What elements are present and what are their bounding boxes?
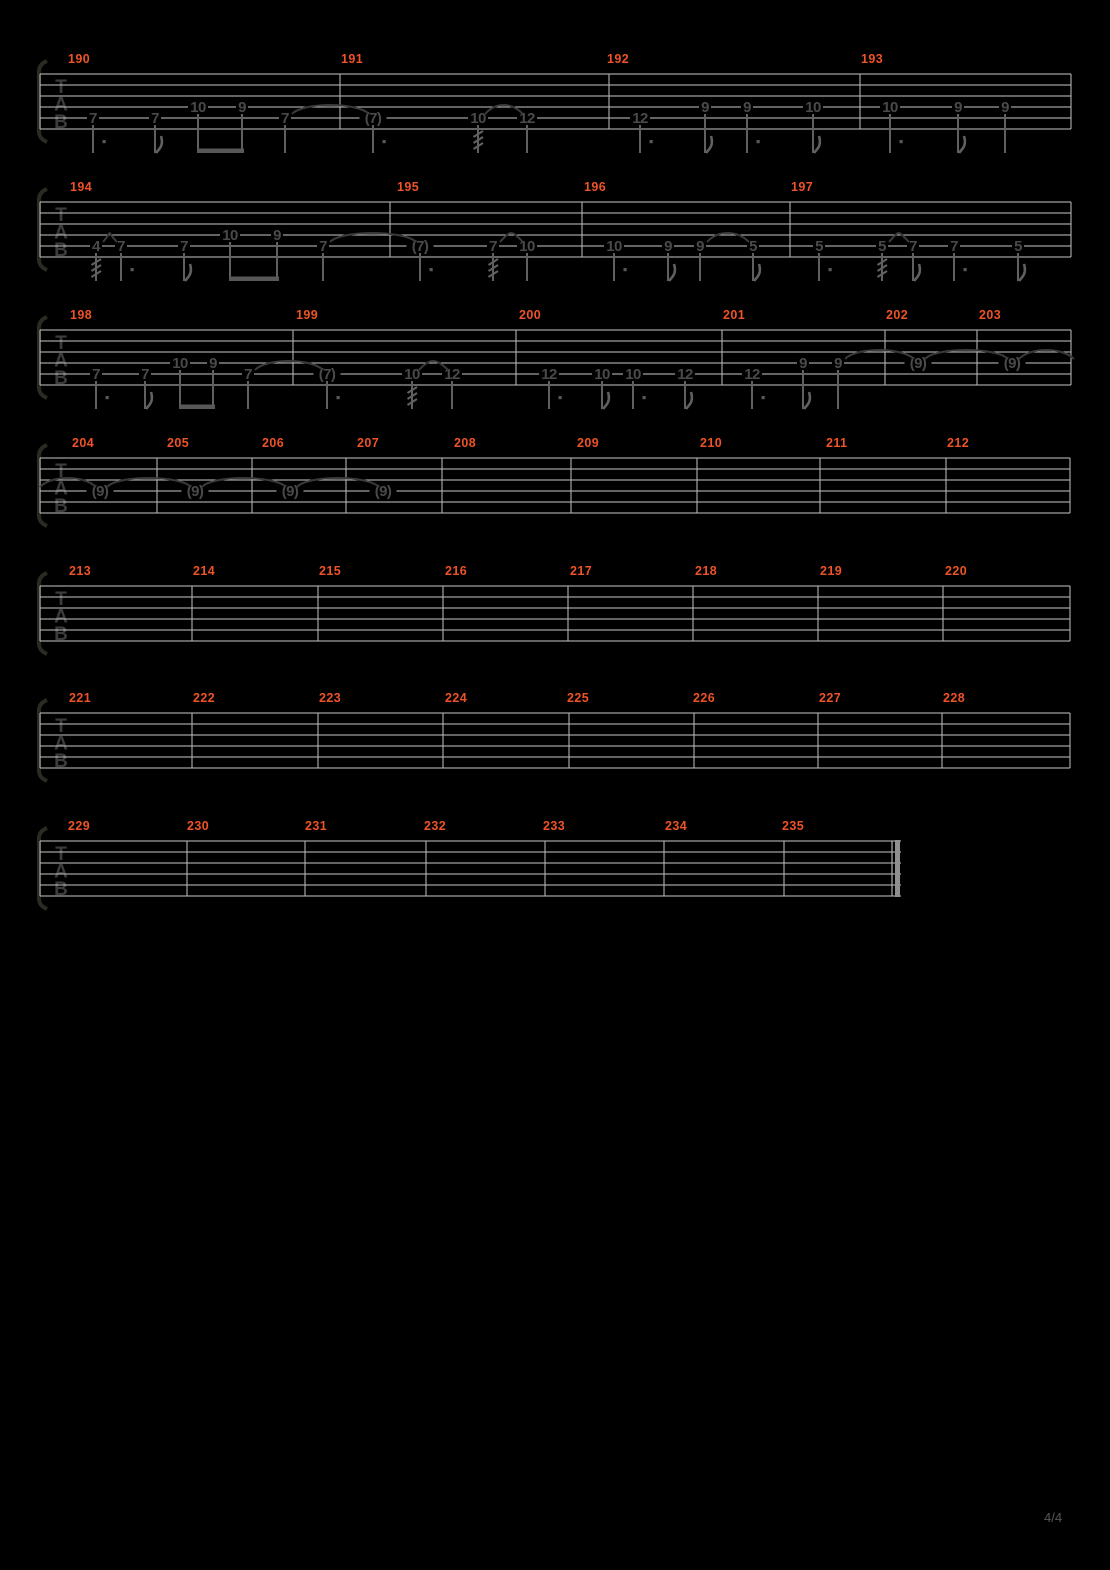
tab-system xyxy=(39,436,1070,526)
fret-number: 10 xyxy=(606,238,622,255)
tie-arc xyxy=(292,105,369,114)
measure-number: 198 xyxy=(70,308,93,322)
tab-clef-letter: A xyxy=(54,94,68,116)
tie-arc xyxy=(103,233,117,242)
fret-number: 10 xyxy=(172,355,188,372)
tab-system xyxy=(39,819,901,909)
fret-number: 9 xyxy=(696,238,704,255)
tab-clef-letter: A xyxy=(54,861,68,883)
fret-number: 10 xyxy=(190,99,206,116)
tie-arc xyxy=(330,233,416,242)
fret-number: 12 xyxy=(519,110,535,127)
tab-clef-letter: B xyxy=(54,496,68,517)
measure-number: 195 xyxy=(397,180,420,194)
fret-number: (9) xyxy=(186,483,204,500)
measure-number: 215 xyxy=(319,564,342,578)
fret-number: 7 xyxy=(319,238,327,255)
tab-clef-letter: T xyxy=(55,205,67,226)
augmentation-dot xyxy=(106,396,109,399)
fret-number: 7 xyxy=(489,238,497,255)
augmentation-dot xyxy=(650,140,653,143)
measure-number: 206 xyxy=(262,436,285,450)
measure-number: 230 xyxy=(187,819,210,833)
fret-number: 7 xyxy=(117,238,125,255)
tie-arc xyxy=(889,233,909,242)
tab-clef-letter: T xyxy=(55,461,67,482)
tab-system xyxy=(39,308,1074,409)
fret-number: (7) xyxy=(364,110,382,127)
fret-number: 5 xyxy=(878,238,886,255)
augmentation-dot xyxy=(900,140,903,143)
fret-number: (7) xyxy=(318,366,336,383)
measure-number: 218 xyxy=(695,564,718,578)
tie-arc xyxy=(202,478,286,487)
fret-number: 9 xyxy=(954,99,962,116)
fret-number: 9 xyxy=(1001,99,1009,116)
beam xyxy=(229,277,279,282)
measure-number: 226 xyxy=(693,691,716,705)
fret-number: 7 xyxy=(909,238,917,255)
measure-number: 204 xyxy=(72,436,95,450)
measure-number: 231 xyxy=(305,819,328,833)
measure-number: 190 xyxy=(68,52,91,66)
eighth-flag xyxy=(706,136,712,153)
eighth-flag xyxy=(669,264,675,281)
measure-number: 197 xyxy=(791,180,814,194)
measure-number: 211 xyxy=(826,436,848,450)
eighth-flag xyxy=(603,392,609,409)
fret-number: 7 xyxy=(180,238,188,255)
fret-number: 9 xyxy=(664,238,672,255)
tab-clef-letter: T xyxy=(55,77,67,98)
tie-arc xyxy=(707,233,749,242)
tab-clef-letter: T xyxy=(55,716,67,737)
fret-number: 7 xyxy=(244,366,252,383)
measure-number: 219 xyxy=(820,564,843,578)
measure-number: 192 xyxy=(607,52,630,66)
fret-number: 12 xyxy=(744,366,760,383)
tab-clef-letter: A xyxy=(54,606,68,628)
measure-number: 212 xyxy=(947,436,970,450)
measure-number: 225 xyxy=(567,691,590,705)
fret-number: 10 xyxy=(404,366,420,383)
fret-number: 10 xyxy=(594,366,610,383)
fret-number: 10 xyxy=(222,227,238,244)
fret-number: 10 xyxy=(519,238,535,255)
fret-number: 9 xyxy=(209,355,217,372)
fret-number: 12 xyxy=(541,366,557,383)
measure-number: 201 xyxy=(723,308,746,322)
tab-clef-letter: B xyxy=(54,240,68,261)
fret-number: 10 xyxy=(882,99,898,116)
tab-clef-letter: B xyxy=(54,879,68,900)
augmentation-dot xyxy=(762,396,765,399)
fret-number: 5 xyxy=(1014,238,1022,255)
tab-clef-letter: A xyxy=(54,478,68,500)
tie-arc xyxy=(845,350,914,359)
measure-number: 210 xyxy=(700,436,723,450)
fret-number: 5 xyxy=(749,238,757,255)
measure-number: 222 xyxy=(193,691,216,705)
eighth-flag xyxy=(804,392,810,409)
measure-number: 203 xyxy=(979,308,1002,322)
tie-arc xyxy=(297,478,379,487)
eighth-flag xyxy=(185,264,191,281)
measure-number: 202 xyxy=(886,308,909,322)
measure-number: 209 xyxy=(577,436,600,450)
fret-number: (7) xyxy=(411,238,429,255)
measure-number: 196 xyxy=(584,180,607,194)
augmentation-dot xyxy=(131,268,134,271)
measure-number: 229 xyxy=(68,819,91,833)
fret-number: 5 xyxy=(815,238,823,255)
tab-clef-letter: A xyxy=(54,733,68,755)
measure-number: 221 xyxy=(69,691,92,705)
fret-number: 12 xyxy=(444,366,460,383)
fret-number: 9 xyxy=(238,99,246,116)
measure-number: 199 xyxy=(296,308,319,322)
measure-number: 200 xyxy=(519,308,542,322)
fret-number: (9) xyxy=(374,483,392,500)
tab-clef-letter: T xyxy=(55,333,67,354)
augmentation-dot xyxy=(337,396,340,399)
measure-number: 227 xyxy=(819,691,842,705)
tab-clef-letter: T xyxy=(55,844,67,865)
tab-clef-letter: T xyxy=(55,589,67,610)
tab-clef-letter: A xyxy=(54,222,68,244)
fret-number: 7 xyxy=(141,366,149,383)
augmentation-dot xyxy=(624,268,627,271)
measure-number: 235 xyxy=(782,819,805,833)
fret-number: 7 xyxy=(151,110,159,127)
augmentation-dot xyxy=(383,140,386,143)
tab-system xyxy=(39,691,1070,781)
measure-number: 220 xyxy=(945,564,968,578)
augmentation-dot xyxy=(829,268,832,271)
fret-number: (9) xyxy=(909,355,927,372)
tab-system xyxy=(39,52,1071,153)
tab-clef-letter: B xyxy=(54,751,68,772)
fret-number: 12 xyxy=(677,366,693,383)
final-thick-barline xyxy=(895,840,900,897)
augmentation-dot xyxy=(643,396,646,399)
measure-number: 224 xyxy=(445,691,468,705)
measure-number: 193 xyxy=(861,52,884,66)
fret-number: 9 xyxy=(701,99,709,116)
eighth-flag xyxy=(754,264,760,281)
fret-number: 7 xyxy=(89,110,97,127)
augmentation-dot xyxy=(430,268,433,271)
fret-number: 4 xyxy=(92,238,100,255)
fret-number: 10 xyxy=(470,110,486,127)
fret-number: 9 xyxy=(799,355,807,372)
measure-number: 228 xyxy=(943,691,966,705)
page-number: 4/4 xyxy=(1044,1510,1063,1525)
eighth-flag xyxy=(959,136,965,153)
tab-system xyxy=(39,180,1071,281)
eighth-flag xyxy=(914,264,920,281)
augmentation-dot xyxy=(559,396,562,399)
measure-number: 234 xyxy=(665,819,688,833)
fret-number: 7 xyxy=(281,110,289,127)
measure-number: 217 xyxy=(570,564,593,578)
fret-number: 9 xyxy=(834,355,842,372)
beam xyxy=(179,405,215,410)
measure-number: 233 xyxy=(543,819,566,833)
tab-system xyxy=(39,564,1070,654)
tab-clef-letter: B xyxy=(54,112,68,133)
measure-number: 232 xyxy=(424,819,447,833)
tie-arc xyxy=(255,361,323,370)
fret-number: 10 xyxy=(625,366,641,383)
measure-number: 223 xyxy=(319,691,342,705)
tab-clef-letter: A xyxy=(54,350,68,372)
measure-number: 213 xyxy=(69,564,92,578)
tab-clef-letter: B xyxy=(54,368,68,389)
fret-number: 9 xyxy=(743,99,751,116)
augmentation-dot xyxy=(103,140,106,143)
measure-number: 194 xyxy=(70,180,93,194)
measure-number: 205 xyxy=(167,436,190,450)
fret-number: (9) xyxy=(91,483,109,500)
fret-number: 12 xyxy=(632,110,648,127)
fret-number: (9) xyxy=(1003,355,1021,372)
eighth-flag xyxy=(1019,264,1025,281)
measure-number: 207 xyxy=(357,436,380,450)
eighth-flag xyxy=(146,392,152,409)
fret-number: 9 xyxy=(273,227,281,244)
tie-arc xyxy=(925,350,1008,359)
fret-number: (9) xyxy=(281,483,299,500)
augmentation-dot xyxy=(964,268,967,271)
tie-arc xyxy=(107,478,191,487)
fret-number: 7 xyxy=(950,238,958,255)
fret-number: 7 xyxy=(92,366,100,383)
fret-number: 10 xyxy=(805,99,821,116)
augmentation-dot xyxy=(757,140,760,143)
measure-number: 216 xyxy=(445,564,468,578)
eighth-flag xyxy=(686,392,692,409)
tie-arc xyxy=(1019,350,1074,359)
measure-number: 214 xyxy=(193,564,216,578)
measure-number: 191 xyxy=(341,52,364,66)
measure-number: 208 xyxy=(454,436,477,450)
eighth-flag xyxy=(814,136,820,153)
eighth-flag xyxy=(156,136,162,153)
beam xyxy=(197,149,244,154)
tab-clef-letter: B xyxy=(54,624,68,645)
